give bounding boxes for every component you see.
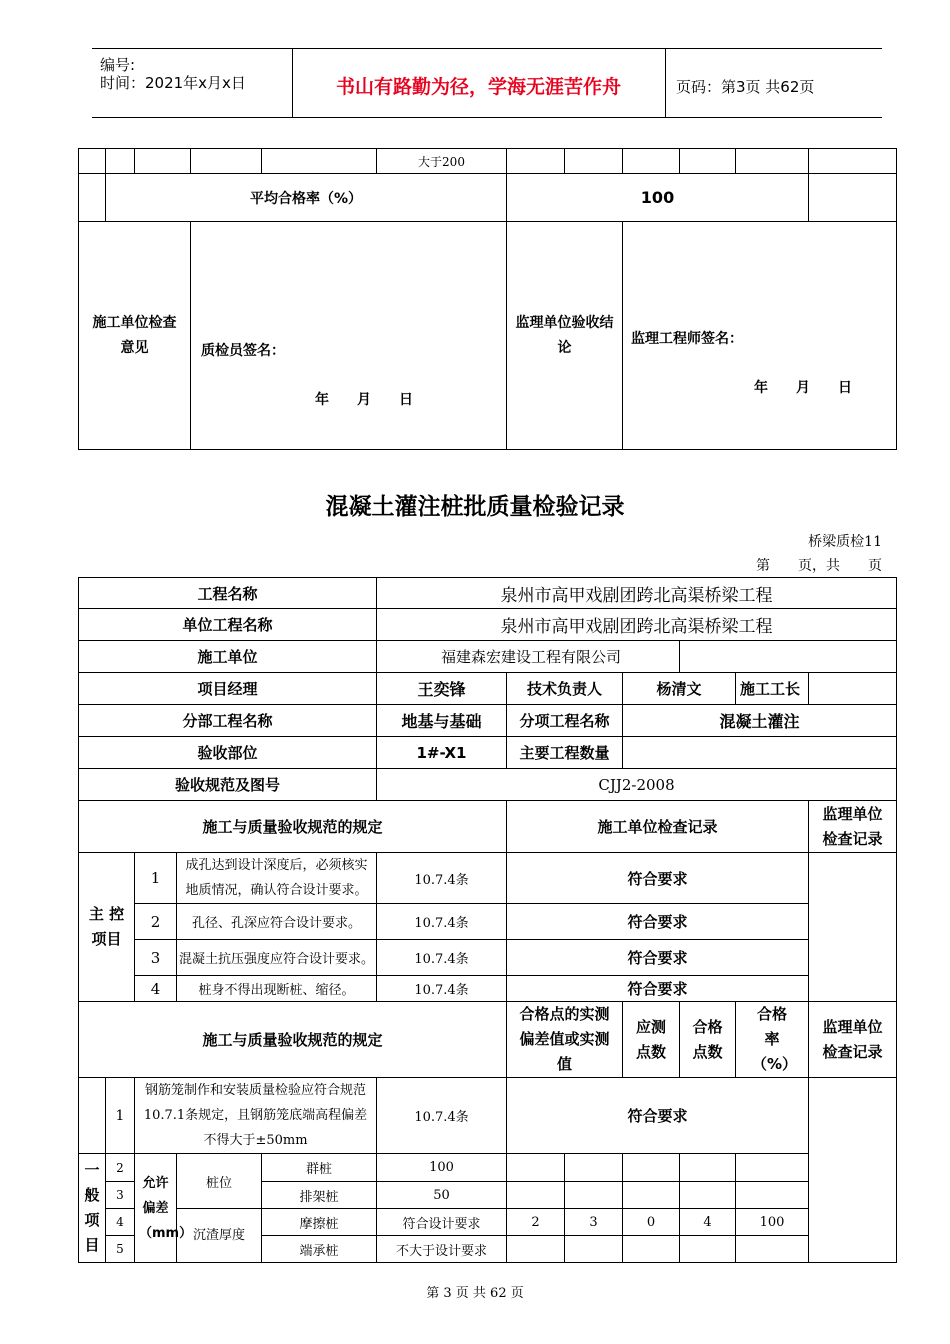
tolerance-value: 不大于设计要求	[377, 1236, 507, 1263]
measured-point	[507, 1236, 565, 1263]
item-result: 符合要求	[507, 853, 809, 904]
measured-point	[680, 1182, 736, 1209]
document-title: 混凝土灌注桩批质量检验记录	[325, 494, 625, 520]
item-clause: 10.7.4条	[377, 1078, 507, 1154]
item-requirement: 孔径、孔深应符合设计要求。	[177, 904, 377, 940]
tolerance-item-name: 群桩	[262, 1154, 377, 1182]
construction-unit-opinion-label: 施工单位检查意见	[79, 222, 191, 450]
tech-lead-label: 技术负责人	[507, 673, 623, 705]
empty-cell	[736, 149, 809, 174]
tolerance-value: 符合设计要求	[377, 1209, 507, 1236]
item-requirement: 钢筋笼制作和安装质量检验应符合规范10.7.1条规定，且钢筋笼底端高程偏差不得大于±50mm	[135, 1078, 377, 1154]
item-number: 3	[135, 940, 177, 976]
measured-point	[623, 1154, 680, 1182]
sediment-thickness-label: 沉渣厚度	[177, 1209, 262, 1263]
empty-cell	[809, 174, 897, 222]
empty-cell	[79, 149, 106, 174]
empty-cell	[79, 1078, 106, 1154]
measured-point: 4	[680, 1209, 736, 1236]
item-requirement: 桩身不得出现断桩、缩径。	[177, 976, 377, 1002]
empty-cell	[680, 149, 736, 174]
item-result: 符合要求	[507, 940, 809, 976]
item-clause: 10.7.4条	[377, 940, 507, 976]
project-manager-value: 王奕锋	[377, 673, 507, 705]
item-number: 4	[135, 976, 177, 1002]
empty-cell	[623, 149, 680, 174]
empty-cell	[262, 149, 377, 174]
pass-rate-value: 100	[736, 1209, 809, 1236]
general-supervision-cell	[809, 1078, 897, 1263]
should-measure-header: 应测点数	[623, 1002, 680, 1078]
measured-point	[507, 1182, 565, 1209]
sub-project-label: 分部工程名称	[79, 705, 377, 737]
general-items-label: 一般项目	[79, 1154, 106, 1263]
pile-position-label: 桩位	[177, 1154, 262, 1209]
measured-point: 2	[507, 1209, 565, 1236]
item-number: 1	[106, 1078, 135, 1154]
main-quantity-value	[623, 737, 897, 769]
item-number: 3	[106, 1182, 135, 1209]
measured-point	[623, 1182, 680, 1209]
measured-point	[507, 1154, 565, 1182]
unit-project-label: 单位工程名称	[79, 609, 377, 641]
empty-cell	[507, 149, 565, 174]
unit-project-value: 泉州市高甲戏剧团跨北高渠桥梁工程	[377, 609, 897, 641]
tolerance-item-name: 摩擦桩	[262, 1209, 377, 1236]
measured-point	[680, 1236, 736, 1263]
project-manager-label: 项目经理	[79, 673, 377, 705]
item-number: 1	[135, 853, 177, 904]
item-project-label: 分项工程名称	[507, 705, 623, 737]
item-clause: 10.7.4条	[377, 976, 507, 1002]
measured-point	[623, 1236, 680, 1263]
rules-header: 施工与质量验收规范的规定	[79, 801, 507, 853]
previous-table-tail	[78, 148, 897, 450]
acceptance-part-value: 1#-X1	[377, 737, 507, 769]
general-rules-header: 施工与质量验收规范的规定	[79, 1002, 507, 1078]
header-code-label: 编号:	[100, 56, 136, 74]
pass-rate-value	[736, 1182, 809, 1209]
spec-label: 验收规范及图号	[79, 769, 377, 801]
empty-cell	[135, 149, 191, 174]
foreman-label: 施工工长	[736, 673, 809, 705]
measured-point: 0	[623, 1209, 680, 1236]
pass-rate-value	[736, 1154, 809, 1182]
supervision-record-header: 监理单位检查记录	[809, 801, 897, 853]
header-divider	[665, 48, 666, 117]
tolerance-item-name: 排架桩	[262, 1182, 377, 1209]
criterion-cell: 大于200	[377, 149, 507, 174]
item-result: 符合要求	[507, 904, 809, 940]
supervision-record-cell	[809, 853, 897, 1002]
tolerance-value: 50	[377, 1182, 507, 1209]
engineer-sign-cell	[623, 222, 897, 450]
tolerance-label: 允许偏差（mm）	[135, 1154, 177, 1263]
item-result: 符合要求	[507, 1078, 809, 1154]
item-number: 2	[106, 1154, 135, 1182]
header-page-number: 页码：第3页 共62页	[676, 78, 815, 96]
pass-rate-value	[736, 1236, 809, 1263]
tolerance-value: 100	[377, 1154, 507, 1182]
main-quantity-label: 主要工程数量	[507, 737, 623, 769]
header-slogan: 书山有路勤为径，学海无涯苦作舟	[335, 76, 621, 98]
measured-point	[680, 1154, 736, 1182]
tolerance-item-name: 端承桩	[262, 1236, 377, 1263]
measured-point	[565, 1182, 623, 1209]
item-clause: 10.7.4条	[377, 853, 507, 904]
inspector-sign-label: 质检员签名：	[201, 343, 285, 359]
tech-lead-value: 杨清文	[623, 673, 736, 705]
spec-value: CJJ2-2008	[377, 769, 897, 801]
main-control-label: 主 控 项目	[79, 853, 135, 1002]
inspection-record-table	[78, 577, 897, 1263]
empty-cell	[680, 641, 897, 673]
engineer-sign-label: 监理工程师签名：	[631, 331, 743, 347]
form-code: 桥梁质检11	[808, 534, 882, 550]
item-result: 符合要求	[507, 976, 809, 1002]
acceptance-part-label: 验收部位	[79, 737, 377, 769]
measured-values-header: 合格点的实测偏差值或实测值	[507, 1002, 623, 1078]
inspector-sign-cell	[191, 222, 507, 450]
measured-point	[565, 1154, 623, 1182]
project-name-value: 泉州市高甲戏剧团跨北高渠桥梁工程	[377, 578, 897, 609]
page-footer: 第 3 页 共 62 页	[426, 1286, 524, 1301]
item-project-value: 混凝土灌注	[623, 705, 897, 737]
empty-cell	[809, 149, 897, 174]
contractor-label: 施工单位	[79, 641, 377, 673]
item-number: 5	[106, 1236, 135, 1263]
project-name-label: 工程名称	[79, 578, 377, 609]
item-number: 4	[106, 1209, 135, 1236]
engineer-sign-date: 年 月 日	[754, 380, 852, 396]
contractor-value: 福建森宏建设工程有限公司	[377, 641, 680, 673]
empty-cell	[565, 149, 623, 174]
item-clause: 10.7.4条	[377, 904, 507, 940]
average-pass-rate-value: 100	[507, 174, 809, 222]
measured-point: 3	[565, 1209, 623, 1236]
pass-rate-header: 合格率（%）	[736, 1002, 809, 1078]
average-pass-rate-label: 平均合格率（%）	[106, 174, 507, 222]
contractor-record-header: 施工单位检查记录	[507, 801, 809, 853]
supervision-conclusion-label: 监理单位验收结论	[507, 222, 623, 450]
header-bottom-rule	[92, 117, 882, 118]
item-requirement: 混凝土抗压强度应符合设计要求。	[177, 940, 377, 976]
empty-cell	[79, 174, 106, 222]
empty-cell	[191, 149, 262, 174]
header-top-rule	[92, 48, 882, 49]
empty-cell	[106, 149, 135, 174]
header-time: 时间：2021年x月x日	[100, 74, 246, 92]
general-supervision-header: 监理单位检查记录	[809, 1002, 897, 1078]
passed-points-header: 合格点数	[680, 1002, 736, 1078]
item-number: 2	[135, 904, 177, 940]
empty-cell	[809, 673, 897, 705]
inspector-sign-date: 年 月 日	[315, 392, 413, 408]
page-of-label: 第 页，共 页	[756, 558, 882, 574]
item-requirement: 成孔达到设计深度后，必须核实地质情况，确认符合设计要求。	[177, 853, 377, 904]
measured-point	[565, 1236, 623, 1263]
sub-project-value: 地基与基础	[377, 705, 507, 737]
